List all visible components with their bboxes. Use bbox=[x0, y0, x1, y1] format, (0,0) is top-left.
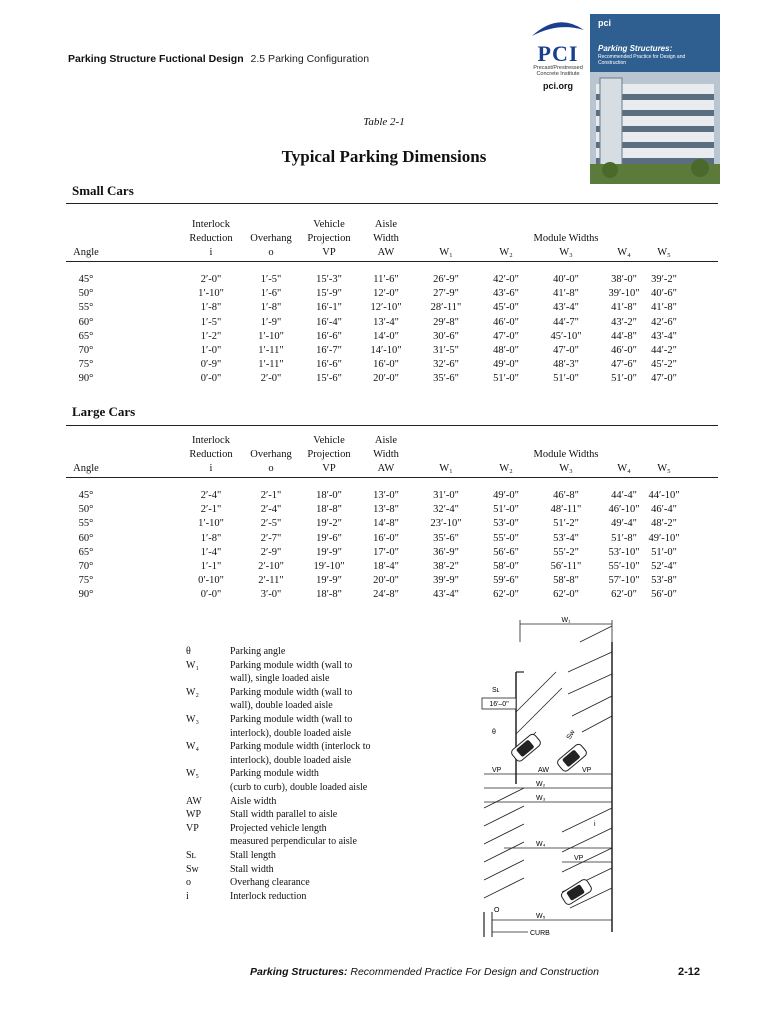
header-overhang: o bbox=[268, 247, 274, 258]
header-aisle: Aisle bbox=[374, 435, 398, 446]
label-vp-low: VP bbox=[574, 855, 584, 862]
table-cell: 43′-4" bbox=[433, 589, 459, 601]
table-cell: 1′-10" bbox=[258, 330, 284, 342]
table-cell: 1′-10" bbox=[198, 288, 224, 300]
label-theta: θ bbox=[492, 729, 496, 736]
legend-definition: Overhang clearance bbox=[230, 877, 310, 889]
table-cell: 1′-6" bbox=[260, 288, 282, 300]
table-cell: 31′-0" bbox=[433, 490, 459, 501]
table-cell: 1′-8" bbox=[260, 302, 282, 314]
label-curb: CURB bbox=[530, 930, 550, 937]
header-w2: W₂ bbox=[499, 463, 513, 474]
table-cell: 70° bbox=[78, 345, 94, 356]
legend-symbol: i bbox=[186, 890, 189, 902]
table-cell: 38′-0" bbox=[611, 274, 637, 285]
table-cell: 50° bbox=[78, 504, 94, 516]
table-cell: 19′-9" bbox=[316, 575, 342, 587]
table-cell: 53′-10" bbox=[608, 546, 640, 558]
table-cell: 13′-8" bbox=[373, 504, 399, 516]
table-cell: 2′-0" bbox=[260, 373, 282, 385]
table-cell: 70° bbox=[78, 561, 94, 572]
running-header bbox=[68, 53, 369, 65]
header-aisle: Aisle bbox=[374, 219, 398, 230]
table-cell: 15′-6" bbox=[316, 373, 342, 385]
header-w3: W₃ bbox=[559, 247, 573, 258]
legend-symbol: WP bbox=[186, 809, 201, 821]
table-cell: 14′-0" bbox=[373, 330, 399, 342]
table-cell: 51′-0" bbox=[611, 373, 637, 385]
header-projection: Projection bbox=[307, 233, 351, 244]
car-left-icon bbox=[510, 733, 542, 763]
table-cell: 30′-6" bbox=[433, 330, 459, 342]
table-cell: 65° bbox=[78, 546, 94, 558]
table-cell: 56′-6" bbox=[493, 546, 519, 558]
table-cell: 90° bbox=[78, 589, 94, 601]
legend-symbol: θ bbox=[186, 646, 191, 657]
table-cell: 17′-0" bbox=[373, 546, 399, 558]
table-cell: 45′-2" bbox=[651, 359, 677, 371]
table-cell: 18′-4" bbox=[373, 561, 399, 572]
table-cell: 19′-9" bbox=[316, 546, 342, 558]
legend-definition: Stall width bbox=[230, 863, 274, 875]
table-cell: 19′-2" bbox=[316, 518, 342, 530]
table-cell: 46′-8" bbox=[553, 490, 579, 501]
pci-url[interactable]: pci.org bbox=[542, 81, 573, 91]
label-w1: W₁ bbox=[561, 617, 571, 624]
legend-item bbox=[186, 740, 400, 767]
table-title: Typical Parking Dimensions bbox=[281, 147, 487, 166]
header-angle: Angle bbox=[73, 463, 99, 474]
table-cell: 1′-0" bbox=[200, 345, 222, 356]
legend-definition: Interlock reduction bbox=[230, 890, 307, 902]
pci-logo[interactable] bbox=[522, 18, 594, 91]
table-cell: 12′-10" bbox=[370, 302, 402, 314]
pci-logo-name: PCI bbox=[537, 41, 579, 66]
table-cell: 41′-8" bbox=[651, 302, 677, 314]
header-aisle: Width bbox=[373, 233, 399, 244]
legend-definition: Parking module width (wall to wall), single loaded aisle bbox=[230, 659, 353, 685]
table-cell: 24′-8" bbox=[373, 589, 399, 601]
table-cell: 48′-3" bbox=[553, 359, 579, 371]
header-overhang: Overhang bbox=[250, 233, 292, 244]
table-cell: 16′-6" bbox=[316, 330, 342, 342]
table-cell: 60° bbox=[78, 316, 94, 328]
label-stall-dim: 16′–0" bbox=[489, 701, 509, 708]
legend-item bbox=[186, 849, 400, 863]
table-cell: 62′-0" bbox=[493, 589, 519, 601]
table-cell: 38′-2" bbox=[433, 561, 459, 572]
label-sw: Sw bbox=[565, 729, 577, 741]
table-cell: 1′-8" bbox=[200, 532, 222, 544]
table-cell: 43′-2" bbox=[611, 316, 637, 328]
table-cell: 14′-8" bbox=[373, 518, 399, 530]
header-rule bbox=[66, 477, 718, 478]
table-cell: 1′-5" bbox=[260, 274, 282, 285]
legend-symbol: W₂ bbox=[186, 686, 199, 698]
page-number: 2-12 bbox=[678, 966, 701, 978]
table-cell: 53′-4" bbox=[553, 532, 579, 544]
table-cell: 65° bbox=[78, 330, 94, 342]
header-interlock: Interlock bbox=[192, 219, 230, 230]
large-cars-title: Large Cars bbox=[72, 404, 136, 419]
legend-item bbox=[186, 876, 400, 890]
table-cell: 23′-10" bbox=[430, 518, 462, 530]
legend-item bbox=[186, 808, 400, 822]
table-cell: 1′-10" bbox=[198, 518, 224, 530]
table-cell: 59′-6" bbox=[493, 575, 519, 587]
legend-definition: Parking module width (wall to wall), double loaded aisle bbox=[230, 686, 353, 712]
header-interlock: Interlock bbox=[192, 435, 230, 446]
label-sl: Sʟ bbox=[492, 687, 500, 694]
table-cell: 1′-2" bbox=[200, 330, 222, 342]
table-cell: 47′-6" bbox=[611, 359, 637, 371]
legend-definition: Parking module width (curb to curb), double loaded aisle bbox=[230, 768, 368, 793]
table-cell: 40′-6" bbox=[651, 288, 677, 300]
table-cell: 51′-0" bbox=[493, 504, 519, 516]
table-cell: 2′-5" bbox=[260, 518, 282, 530]
table-cell: 47′-0" bbox=[553, 345, 579, 356]
table-cell: 2′-7" bbox=[260, 532, 282, 544]
table-cell: 2′-1" bbox=[260, 490, 282, 501]
table-cell: 44′-8" bbox=[611, 330, 637, 342]
table-cell: 2′-4" bbox=[200, 490, 222, 501]
table-cell: 35′-6" bbox=[433, 373, 459, 385]
table-cell: 18′-0" bbox=[316, 490, 342, 501]
header-aisle: AW bbox=[377, 247, 395, 258]
cover-title: Parking Structures: bbox=[598, 44, 673, 53]
table-cell: 53′-0" bbox=[493, 518, 519, 530]
table-cell: 16′-4" bbox=[316, 316, 342, 328]
table-cell: 19′-6" bbox=[316, 532, 342, 544]
table-cell: 39′-2" bbox=[651, 274, 677, 285]
table-cell: 48′-11" bbox=[550, 504, 582, 516]
table-cell: 1′-9" bbox=[260, 316, 282, 328]
header-module-widths: Module Widths bbox=[533, 233, 599, 244]
cover-subtitle: Recommended Practice for Design and Construction bbox=[598, 54, 686, 66]
header-rule bbox=[66, 261, 718, 262]
legend-definition: Parking module width (interlock to interlock), double loaded aisle bbox=[230, 741, 371, 766]
parking-module-diagram bbox=[462, 612, 622, 942]
label-aw: AW bbox=[538, 767, 550, 774]
pci-swoosh-icon bbox=[528, 18, 588, 38]
table-cell: 16′-1" bbox=[316, 302, 342, 314]
header-w3: W₃ bbox=[559, 463, 573, 474]
table-label: Table 2-1 bbox=[363, 116, 405, 128]
small-cars-table bbox=[66, 218, 718, 383]
table-cell: 36′-9" bbox=[433, 546, 459, 558]
table-cell: 45′-0" bbox=[493, 302, 519, 314]
table-cell: 51′-0" bbox=[553, 373, 579, 385]
legend-symbol: W₅ bbox=[186, 768, 199, 780]
legend-item bbox=[186, 822, 400, 849]
rule bbox=[66, 203, 718, 204]
table-cell: 51′-0" bbox=[493, 373, 519, 385]
car-lower-icon bbox=[560, 878, 593, 906]
table-cell: 40′-0" bbox=[553, 274, 579, 285]
table-cell: 49′-0" bbox=[493, 359, 519, 371]
table-cell: 26′-9" bbox=[433, 274, 459, 285]
table-cell: 1′-11" bbox=[258, 345, 284, 356]
header-angle: Angle bbox=[73, 247, 99, 258]
table-cell: 13′-0" bbox=[373, 490, 399, 501]
header-w5: W₅ bbox=[657, 463, 671, 474]
legend-symbol: W₃ bbox=[186, 713, 199, 725]
table-cell: 51′-8" bbox=[611, 532, 637, 544]
table-cell: 46′-10" bbox=[608, 504, 640, 516]
header-projection: Vehicle bbox=[313, 435, 345, 446]
table-cell: 58′-0" bbox=[493, 561, 519, 572]
header-w2: W₂ bbox=[499, 247, 513, 258]
table-cell: 47′-0" bbox=[493, 330, 519, 342]
table-cell: 57′-10" bbox=[608, 575, 640, 587]
header-title: Parking Structure Fuctional Design bbox=[68, 53, 244, 65]
legend-definition: Stall width parallel to aisle bbox=[230, 809, 338, 821]
label-vp-left: VP bbox=[492, 767, 502, 774]
legend-symbol: VP bbox=[186, 822, 199, 834]
table-cell: 11′-6" bbox=[373, 274, 399, 285]
header-interlock: Reduction bbox=[189, 233, 233, 244]
header-projection: VP bbox=[322, 463, 336, 474]
table-cell: 1′-11" bbox=[258, 359, 284, 371]
table-cell: 2′-0" bbox=[200, 274, 222, 285]
header-overhang: Overhang bbox=[250, 449, 292, 460]
table-cell: 15′-3" bbox=[316, 274, 342, 285]
table-cell: 1′-1" bbox=[200, 561, 222, 572]
legend-definition: Parking angle bbox=[230, 646, 286, 657]
header-projection: Projection bbox=[307, 449, 351, 460]
table-cell: 60° bbox=[78, 532, 94, 544]
legend-item bbox=[186, 863, 400, 877]
table-cell: 0′-0" bbox=[200, 373, 222, 385]
table-cell: 31′-5" bbox=[433, 345, 459, 356]
table-cell: 48′-2" bbox=[651, 518, 677, 530]
table-cell: 29′-8" bbox=[433, 316, 459, 328]
table-cell: 43′-4" bbox=[553, 302, 579, 314]
table-cell: 62′-0" bbox=[611, 589, 637, 601]
header-w4: W₄ bbox=[617, 463, 631, 474]
table-cell: 47′-0" bbox=[651, 373, 677, 385]
header-section: 2.5 Parking Configuration bbox=[250, 53, 370, 65]
label-w5: W₅ bbox=[536, 913, 546, 920]
table-cell: 42′-0" bbox=[493, 274, 519, 285]
table-cell: 49′-0" bbox=[493, 490, 519, 501]
label-i: i bbox=[594, 821, 596, 828]
table-cell: 49′-10" bbox=[648, 532, 680, 544]
table-cell: 27′-9" bbox=[433, 288, 459, 300]
legend-symbol: W₄ bbox=[186, 741, 199, 753]
table-cell: 0′-9" bbox=[200, 359, 222, 371]
table-cell: 45° bbox=[78, 490, 94, 501]
table-cell: 45° bbox=[78, 274, 94, 285]
table-cell: 1′-4" bbox=[200, 546, 222, 558]
table-cell: 14′-10" bbox=[370, 345, 402, 356]
table-cell: 16′-0" bbox=[373, 359, 399, 371]
header-projection: Vehicle bbox=[313, 219, 345, 230]
table-cell: 42′-6" bbox=[651, 316, 677, 328]
legend-item bbox=[186, 686, 400, 713]
table-cell: 44′-7" bbox=[553, 316, 579, 328]
table-cell: 20′-0" bbox=[373, 373, 399, 385]
table-cell: 75° bbox=[78, 359, 94, 371]
table-cell: 55′-10" bbox=[608, 561, 640, 572]
table-cell: 2′-9" bbox=[260, 546, 282, 558]
cover-brand: pci bbox=[598, 18, 612, 28]
legend-definition: Projected vehicle length measured perpendicular to aisle bbox=[230, 822, 357, 848]
label-o: O bbox=[494, 907, 500, 914]
table-cell: 43′-6" bbox=[493, 288, 519, 300]
legend-item bbox=[186, 645, 400, 659]
legend-item bbox=[186, 659, 400, 686]
table-cell: 44′-10" bbox=[648, 490, 680, 501]
table-cell: 2′-4" bbox=[260, 504, 282, 516]
table-cell: 90° bbox=[78, 373, 94, 385]
header-aisle: Width bbox=[373, 449, 399, 460]
table-cell: 16′-0" bbox=[373, 532, 399, 544]
header-module-widths: Module Widths bbox=[533, 449, 599, 460]
header-projection: VP bbox=[322, 247, 336, 258]
table-cell: 55′-2" bbox=[553, 546, 579, 558]
table-cell: 16′-6" bbox=[316, 359, 342, 371]
table-cell: 44′-2" bbox=[651, 345, 677, 356]
table-cell: 46′-4" bbox=[651, 504, 677, 516]
table-cell: 50° bbox=[78, 288, 94, 300]
header-w1: W₁ bbox=[439, 463, 453, 474]
legend-item bbox=[186, 767, 400, 794]
table-cell: 39′-10" bbox=[608, 288, 640, 300]
header-w4: W₄ bbox=[617, 247, 631, 258]
footer-title: Parking Structures: bbox=[250, 966, 348, 978]
table-cell: 49′-4" bbox=[611, 518, 637, 530]
table-cell: 51′-2" bbox=[553, 518, 579, 530]
legend-definition: Stall length bbox=[230, 849, 276, 861]
header-w5: W₅ bbox=[657, 247, 671, 258]
legend-item bbox=[186, 713, 400, 740]
table-cell: 53′-8" bbox=[651, 575, 677, 587]
legend-symbol: W₁ bbox=[186, 659, 199, 671]
label-w3: W₃ bbox=[536, 795, 546, 802]
table-cell: 55′-0" bbox=[493, 532, 519, 544]
table-cell: 18′-8" bbox=[316, 589, 342, 601]
table-cell: 0′-0" bbox=[200, 589, 222, 601]
table-cell: 2′-11" bbox=[258, 575, 284, 587]
table-cell: 1′-5" bbox=[200, 316, 222, 328]
legend-definition: Aisle width bbox=[230, 795, 277, 807]
header-interlock: Reduction bbox=[189, 449, 233, 460]
rule bbox=[66, 425, 718, 426]
table-cell: 56′-0" bbox=[651, 589, 677, 601]
table-cell: 58′-8" bbox=[553, 575, 579, 587]
table-cell: 0′-10" bbox=[198, 575, 224, 587]
pci-logo-subtitle: Precast/Prestressed Concrete Institute bbox=[533, 65, 583, 77]
table-cell: 3′-0" bbox=[260, 589, 282, 601]
header-w1: W₁ bbox=[439, 247, 453, 258]
table-cell: 46′-0" bbox=[611, 345, 637, 356]
table-cell: 51′-0" bbox=[651, 546, 677, 558]
footer-subtitle: Recommended Practice For Design and Construction bbox=[350, 966, 599, 978]
table-cell: 39′-9" bbox=[433, 575, 459, 587]
legend-symbol: AW bbox=[186, 795, 202, 807]
header-interlock: i bbox=[209, 247, 213, 258]
table-cell: 55° bbox=[78, 302, 94, 314]
label-w4: W₄ bbox=[536, 841, 546, 848]
header-overhang: o bbox=[268, 463, 274, 474]
table-cell: 55° bbox=[78, 518, 94, 530]
table-cell: 41′-8" bbox=[611, 302, 637, 314]
table-cell: 1′-8" bbox=[200, 302, 222, 314]
header-aisle: AW bbox=[377, 463, 395, 474]
table-cell: 19′-10" bbox=[313, 561, 345, 572]
table-cell: 75° bbox=[78, 575, 94, 587]
legend-definition: Parking module width (wall to interlock), double loaded aisle bbox=[230, 713, 353, 739]
table-cell: 32′-6" bbox=[433, 359, 459, 371]
table-cell: 35′-6" bbox=[433, 532, 459, 544]
table-cell: 20′-0" bbox=[373, 575, 399, 587]
table-cell: 2′-10" bbox=[258, 561, 284, 572]
table-cell: 52′-4" bbox=[651, 561, 677, 572]
table-cell: 48′-0" bbox=[493, 345, 519, 356]
label-vp-right: VP bbox=[582, 767, 592, 774]
legend-item bbox=[186, 795, 400, 809]
table-cell: 13′-4" bbox=[373, 316, 399, 328]
table-cell: 15′-9" bbox=[316, 288, 342, 300]
legend-item bbox=[186, 890, 400, 904]
symbol-legend bbox=[186, 645, 400, 903]
table-cell: 12′-0" bbox=[373, 288, 399, 300]
table-cell: 2′-1" bbox=[200, 504, 222, 516]
legend-symbol: Sw bbox=[186, 863, 199, 875]
table-cell: 32′-4" bbox=[433, 504, 459, 516]
table-cell: 46′-0" bbox=[493, 316, 519, 328]
small-cars-title: Small Cars bbox=[72, 183, 134, 198]
label-w2: W₂ bbox=[536, 781, 546, 788]
table-cell: 28′-11" bbox=[430, 302, 462, 314]
header-interlock: i bbox=[209, 463, 213, 474]
table-cell: 43′-4" bbox=[651, 330, 677, 342]
table-cell: 62′-0" bbox=[553, 589, 579, 601]
legend-symbol: o bbox=[186, 877, 191, 889]
table-cell: 56′-11" bbox=[550, 561, 582, 572]
running-footer bbox=[250, 966, 599, 978]
large-cars-table bbox=[66, 434, 718, 604]
table-cell: 41′-8" bbox=[553, 288, 579, 300]
table-cell: 44′-4" bbox=[611, 490, 637, 501]
table-cell: 16′-7" bbox=[316, 345, 342, 356]
table-cell: 45′-10" bbox=[550, 330, 582, 342]
legend-symbol: Sʟ bbox=[186, 849, 196, 861]
table-cell: 18′-8" bbox=[316, 504, 342, 516]
